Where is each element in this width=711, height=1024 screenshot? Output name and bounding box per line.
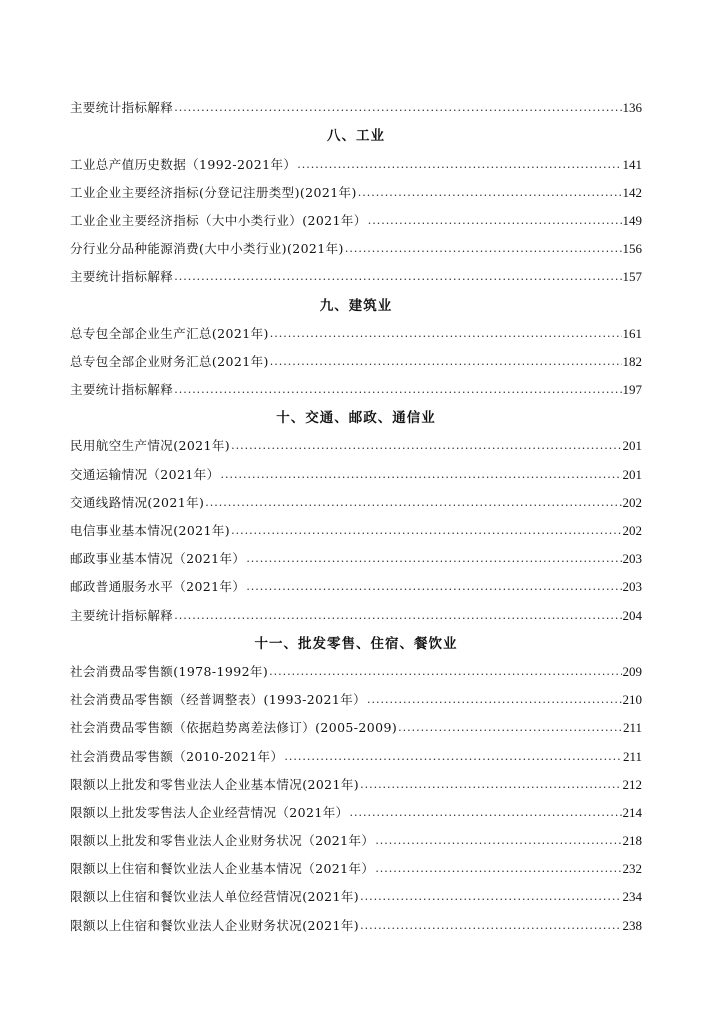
toc-entry-page-number: 201 [622,466,642,482]
toc-entry[interactable] [70,483,642,511]
toc-entry[interactable] [70,229,642,257]
toc-entry[interactable] [70,342,642,370]
toc-entry[interactable] [70,708,642,736]
dot-leader [221,467,622,483]
toc-entry[interactable] [70,736,642,764]
toc-entry[interactable] [70,144,642,172]
toc-entry-title: 主要统计指标解释 [70,100,174,116]
dot-leader [360,918,621,934]
toc-entry-page-number: 211 [622,720,642,736]
table-of-contents [70,88,642,934]
toc-entry-page-number: 197 [622,382,642,398]
toc-entry-page-number: 136 [622,100,642,116]
toc-entry-page-number: 149 [622,212,642,228]
dot-leader [284,749,622,765]
toc-entry[interactable] [70,680,642,708]
toc-entry[interactable] [70,793,642,821]
toc-entry-page-number: 201 [622,438,642,454]
toc-entry-page-number: 182 [622,353,642,369]
toc-entry[interactable] [70,454,642,482]
toc-entry[interactable] [70,370,642,398]
toc-entry-page-number: 218 [622,833,642,849]
dot-leader [360,777,621,793]
section-heading: 十一、批发零售、住宿、餐饮业 [254,635,458,652]
toc-entry[interactable] [70,511,642,539]
toc-entry[interactable] [70,173,642,201]
toc-entry-page-number: 214 [622,804,642,820]
dot-leader [358,185,622,201]
toc-entry-title: 邮政普通服务水平（2021年） [70,579,246,595]
toc-entry-title: 社会消费品零售额（经普调整表）(1993-2021年） [70,692,367,708]
toc-entry-page-number: 234 [622,889,642,905]
toc-entry[interactable] [70,201,642,229]
toc-entry-title: 工业总产值历史数据（1992-2021年） [70,156,297,172]
toc-entry[interactable] [70,877,642,905]
section-heading: 八、工业 [327,128,385,145]
toc-entry-page-number: 203 [622,579,642,595]
toc-entry-title: 社会消费品零售额（2010-2021年） [70,748,284,764]
toc-entry-page-number: 161 [622,325,642,341]
toc-entry-page-number: 204 [622,607,642,623]
toc-entry-page-number: 203 [622,551,642,567]
toc-entry[interactable] [70,595,642,623]
toc-entry-title: 限额以上批发和零售业法人企业基本情况(2021年) [70,776,360,792]
toc-entry-title: 总专包全部企业生产汇总(2021年) [70,325,269,341]
toc-entry-title: 民用航空生产情况(2021年) [70,438,231,454]
toc-entry-title: 工业企业主要经济指标（大中小类行业）(2021年） [70,212,367,228]
toc-entry-title: 社会消费品零售额（依据趋势离差法修订）(2005-2009) [70,720,398,736]
toc-entry-title: 限额以上住宿和餐饮业法人单位经营情况(2021年) [70,889,360,905]
dot-leader [205,495,621,511]
toc-entry-title: 主要统计指标解释 [70,269,174,285]
toc-entry-page-number: 232 [622,861,642,877]
toc-entry-title: 邮政事业基本情况（2021年） [70,551,246,567]
dot-leader [297,157,621,173]
toc-entry-title: 交通线路情况(2021年) [70,494,205,510]
toc-entry[interactable] [70,821,642,849]
toc-entry-page-number: 142 [622,184,642,200]
dot-leader [350,805,622,821]
toc-entry[interactable] [70,426,642,454]
toc-entry-title: 限额以上批发零售法人企业经营情况（2021年） [70,804,349,820]
dot-leader [368,213,622,229]
dot-leader [174,608,621,624]
toc-entry[interactable] [70,849,642,877]
toc-entry-title: 社会消费品零售额(1978-1992年) [70,663,269,679]
toc-entry[interactable] [70,539,642,567]
dot-leader [174,269,621,285]
toc-entry[interactable] [70,652,642,680]
toc-entry[interactable] [70,765,642,793]
toc-entry-page-number: 211 [622,748,642,764]
toc-entry-page-number: 209 [622,663,642,679]
toc-entry[interactable] [70,257,642,285]
dot-leader [270,354,622,370]
toc-entry-title: 工业企业主要经济指标(分登记注册类型)(2021年) [70,184,357,200]
section-heading: 九、建筑业 [319,297,393,314]
toc-entry[interactable] [70,567,642,595]
dot-leader [246,579,621,595]
dot-leader [174,100,621,116]
dot-leader [246,551,621,567]
dot-leader [360,889,621,905]
toc-entry[interactable] [70,314,642,342]
toc-entry-title: 限额以上批发和零售业法人企业财务状况（2021年） [70,833,375,849]
dot-leader [375,861,621,877]
toc-entry-page-number: 141 [622,156,642,172]
toc-entry-title: 分行业分品种能源消费(大中小类行业)(2021年) [70,241,344,257]
toc-entry-title: 总专包全部企业财务汇总(2021年) [70,353,269,369]
toc-entry-page-number: 202 [622,494,642,510]
dot-leader [367,692,621,708]
dot-leader [231,438,621,454]
toc-entry-page-number: 157 [622,269,642,285]
dot-leader [270,326,622,342]
dot-leader [375,833,621,849]
toc-entry-page-number: 210 [622,692,642,708]
dot-leader [269,664,621,680]
dot-leader [345,241,622,257]
toc-entry-title: 交通运输情况（2021年） [70,466,220,482]
toc-entry-title: 限额以上住宿和餐饮业法人企业财务状况(2021年) [70,917,360,933]
toc-entry-title: 主要统计指标解释 [70,607,174,623]
dot-leader [174,382,621,398]
dot-leader [231,523,621,539]
toc-entry-page-number: 238 [622,917,642,933]
toc-entry-title: 限额以上住宿和餐饮业法人企业基本情况（2021年） [70,861,375,877]
toc-entry-title: 主要统计指标解释 [70,382,174,398]
section-heading: 十、交通、邮政、通信业 [276,410,436,427]
toc-entry[interactable] [70,905,642,933]
dot-leader [398,720,622,736]
toc-entry[interactable] [70,88,642,116]
toc-entry-page-number: 212 [622,776,642,792]
toc-entry-title: 电信事业基本情况(2021年) [70,523,231,538]
toc-entry-page-number: 202 [622,523,642,538]
toc-entry-page-number: 156 [622,241,642,257]
